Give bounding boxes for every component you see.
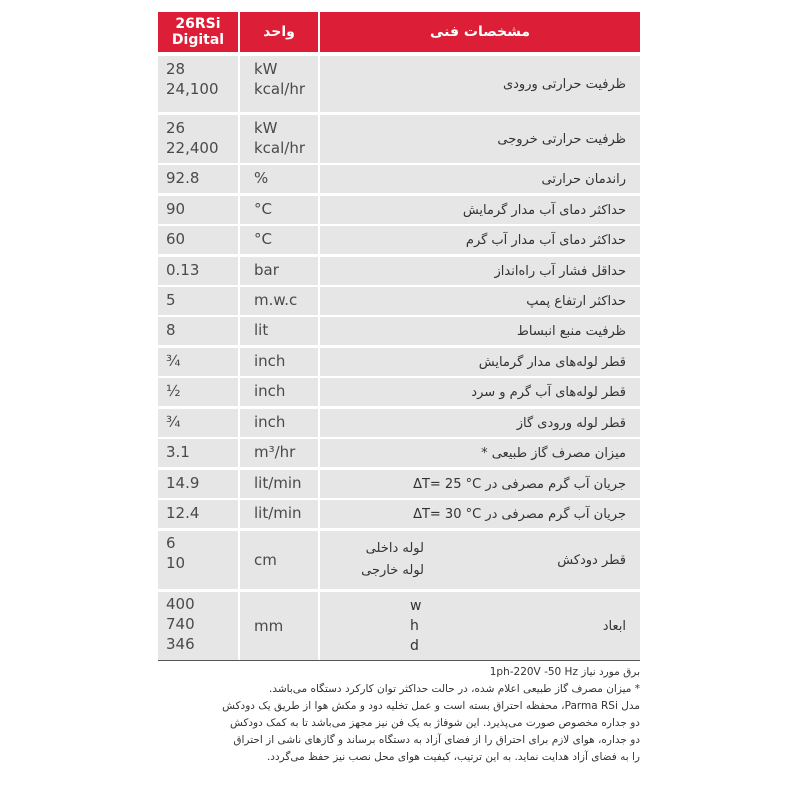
spec-value: 3.1 [158, 439, 238, 467]
spec-unit: inch [240, 409, 318, 437]
spec-row [158, 531, 640, 589]
spec-unit: kW kcal/hr [240, 115, 318, 163]
spec-unit: bar [240, 257, 318, 285]
spec-value: 28 24,100 [158, 56, 238, 112]
spec-value: 92.8 [158, 165, 238, 193]
spec-row [158, 226, 640, 254]
spec-label: حداکثر دمای آب مدار آب گرم [320, 226, 640, 254]
note-line: مدل Parma RSi، محفظه احتراق بسته است و عمل تخلیه دود و مکش هوا از طریق یک دودکش [222, 700, 640, 712]
spec-label: میزان مصرف گاز طبیعی * [320, 439, 640, 467]
spec-row [158, 592, 640, 660]
spec-value: 5 [158, 287, 238, 315]
spec-row [158, 56, 640, 112]
spec-label: جریان آب گرم مصرفی در ΔT= 30 °C [320, 500, 640, 528]
note-line: دو جداره مخصوص صورت می‌پذیرد. این شوفاژ به یک فن نیز مجهز می‌باشد تا به کمک دودکش [229, 717, 640, 729]
spec-value: ½ [158, 378, 238, 406]
model-header-line2: Digital [171, 32, 225, 48]
model-header-line1: 26RSi [175, 16, 221, 32]
spec-row [158, 317, 640, 345]
spec-label: حداکثر دمای آب مدار گرمایش [320, 196, 640, 224]
spec-row [158, 378, 640, 406]
spec-value: 14.9 [158, 470, 238, 498]
note-line: * میزان مصرف گاز طبیعی اعلام شده، در حالت حداکثر توان کارکرد دستگاه می‌باشد. [268, 683, 640, 695]
spec-row [158, 287, 640, 315]
spec-row [158, 409, 640, 437]
spec-value: 400 740 346 [158, 592, 238, 660]
spec-unit: lit/min [240, 500, 318, 528]
spec-row [158, 439, 640, 467]
spec-label: حداقل فشار آب راه‌انداز [320, 257, 640, 285]
spec-unit: inch [240, 378, 318, 406]
spec-value: 0.13 [158, 257, 238, 285]
spec-value: 90 [158, 196, 238, 224]
spec-label: حداکثر ارتفاع پمپ [320, 287, 640, 315]
note-line: را به فضای آزاد هدایت نماید. به این ترتیب، کیفیت هوای محل نصب نیز حفظ می‌گردد. [266, 751, 640, 763]
spec-row [158, 348, 640, 376]
spec-unit: % [240, 165, 318, 193]
spec-unit: m³/hr [240, 439, 318, 467]
spec-value: ¾ [158, 409, 238, 437]
spec-unit: m.w.c [240, 287, 318, 315]
spec-label: قطر لوله‌های آب گرم و سرد [320, 378, 640, 406]
spec-unit: mm [240, 592, 318, 660]
model-header [158, 12, 238, 52]
spec-unit: inch [240, 348, 318, 376]
spec-unit: lit/min [240, 470, 318, 498]
spec-row [158, 500, 640, 528]
spec-label: ظرفیت منبع انبساط [320, 317, 640, 345]
spec-label: راندمان حرارتی [320, 165, 640, 193]
spec-row [158, 165, 640, 193]
notes [158, 664, 640, 766]
spec-unit: lit [240, 317, 318, 345]
spec-label: جریان آب گرم مصرفی در ΔT= 25 °C [320, 470, 640, 498]
note-line: برق مورد نیاز 1ph-220V -50 Hz [489, 666, 640, 678]
spec-row [158, 196, 640, 224]
spec-label: ظرفیت حرارتی ورودی [320, 56, 640, 112]
unit-header: واحد [240, 12, 318, 52]
spec-row [158, 257, 640, 285]
spec-unit: °C [240, 196, 318, 224]
spec-sublabels: w h d [410, 598, 422, 654]
spec-row [158, 470, 640, 498]
spec-value: ¾ [158, 348, 238, 376]
spec-value: 60 [158, 226, 238, 254]
note-line: دو جداره، هوای لازم برای احتراق را از فضای آزاد به دستگاه برساند و گازهای ناشی از احتراق [233, 734, 640, 746]
spec-header: مشخصات فنی [320, 12, 640, 52]
spec-value: 6 10 [158, 531, 238, 589]
spec-unit: kW kcal/hr [240, 56, 318, 112]
spec-label: قطر لوله ورودی گاز [320, 409, 640, 437]
spec-label: قطر لوله‌های مدار گرمایش [320, 348, 640, 376]
spec-sublabels: لوله داخلی لوله خارجی [361, 541, 424, 578]
spec-unit: cm [240, 531, 318, 589]
notes-divider [158, 660, 640, 661]
spec-value: 26 22,400 [158, 115, 238, 163]
spec-row [158, 115, 640, 163]
spec-label: ظرفیت حرارتی خروجی [320, 115, 640, 163]
spec-label: قطر دودکش [320, 531, 640, 589]
spec-value: 12.4 [158, 500, 238, 528]
spec-unit: °C [240, 226, 318, 254]
spec-label: ابعاد [320, 592, 640, 660]
spec-value: 8 [158, 317, 238, 345]
